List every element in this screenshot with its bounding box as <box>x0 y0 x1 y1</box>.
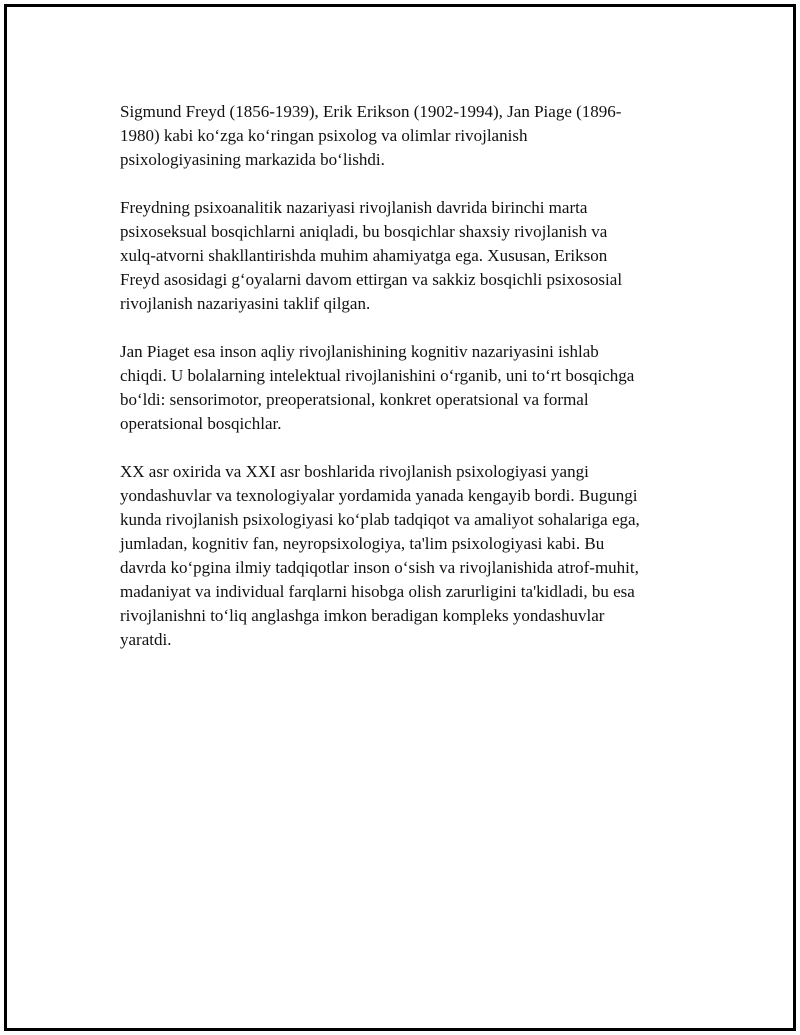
paragraph-2: Freydning psixoanalitik nazariyasi rivojlanish davrida birinchi marta psixoseksual bosqichlarni aniqladi, bu bosqichlar shaxsiy rivojlanish va xulq-atvorni shakllantirishda muhim ahamiyatga ega. Xususan, Erikson Freyd asosidagi g‘oyalarni davom ettirgan va sakkiz bosqichli psixososial rivojlanish nazariyasini taklif qilgan. <box>120 198 623 313</box>
document-body <box>120 100 680 676</box>
paragraph-4: XX asr oxirida va XXI asr boshlarida rivojlanish psixologiyasi yangi yondashuvlar va texnologiyalar yordamida yanada kengayib bordi. Bugungi kunda rivojlanish psixologiyasi ko‘plab tadqiqot va amaliyot sohalariga ega, jumladan, kognitiv fan, neyropsixologiya, ta'lim psixologiyasi kabi. Bu davrda ko‘pgina ilmiy tadqiqotlar inson o‘sish va rivojlanishida atrof-muhit, madaniyat va individual farqlarni hisobga olish zarurligini ta'kidladi, bu esa rivojlanishni to‘liq anglashga imkon beradigan kompleks yondashuvlar yaratdi. <box>120 462 640 649</box>
paragraph-1: Sigmund Freyd (1856-1939), Erik Erikson (1902-1994), Jan Piage (1896- 1980) kabi ko‘zga ko‘ringan psixolog va olimlar rivojlanish psixologiyasining markazida bo‘lishdi. <box>120 102 622 169</box>
paragraph-3: Jan Piaget esa inson aqliy rivojlanishining kognitiv nazariyasini ishlab chiqdi. U bolalarning intelektual rivojlanishini o‘rganib, uni to‘rt bosqichga bo‘ldi: sensorimotor, preoperatsional, konkret operatsional va formal operatsional bosqichlar. <box>120 342 635 433</box>
page-border <box>4 4 796 1031</box>
